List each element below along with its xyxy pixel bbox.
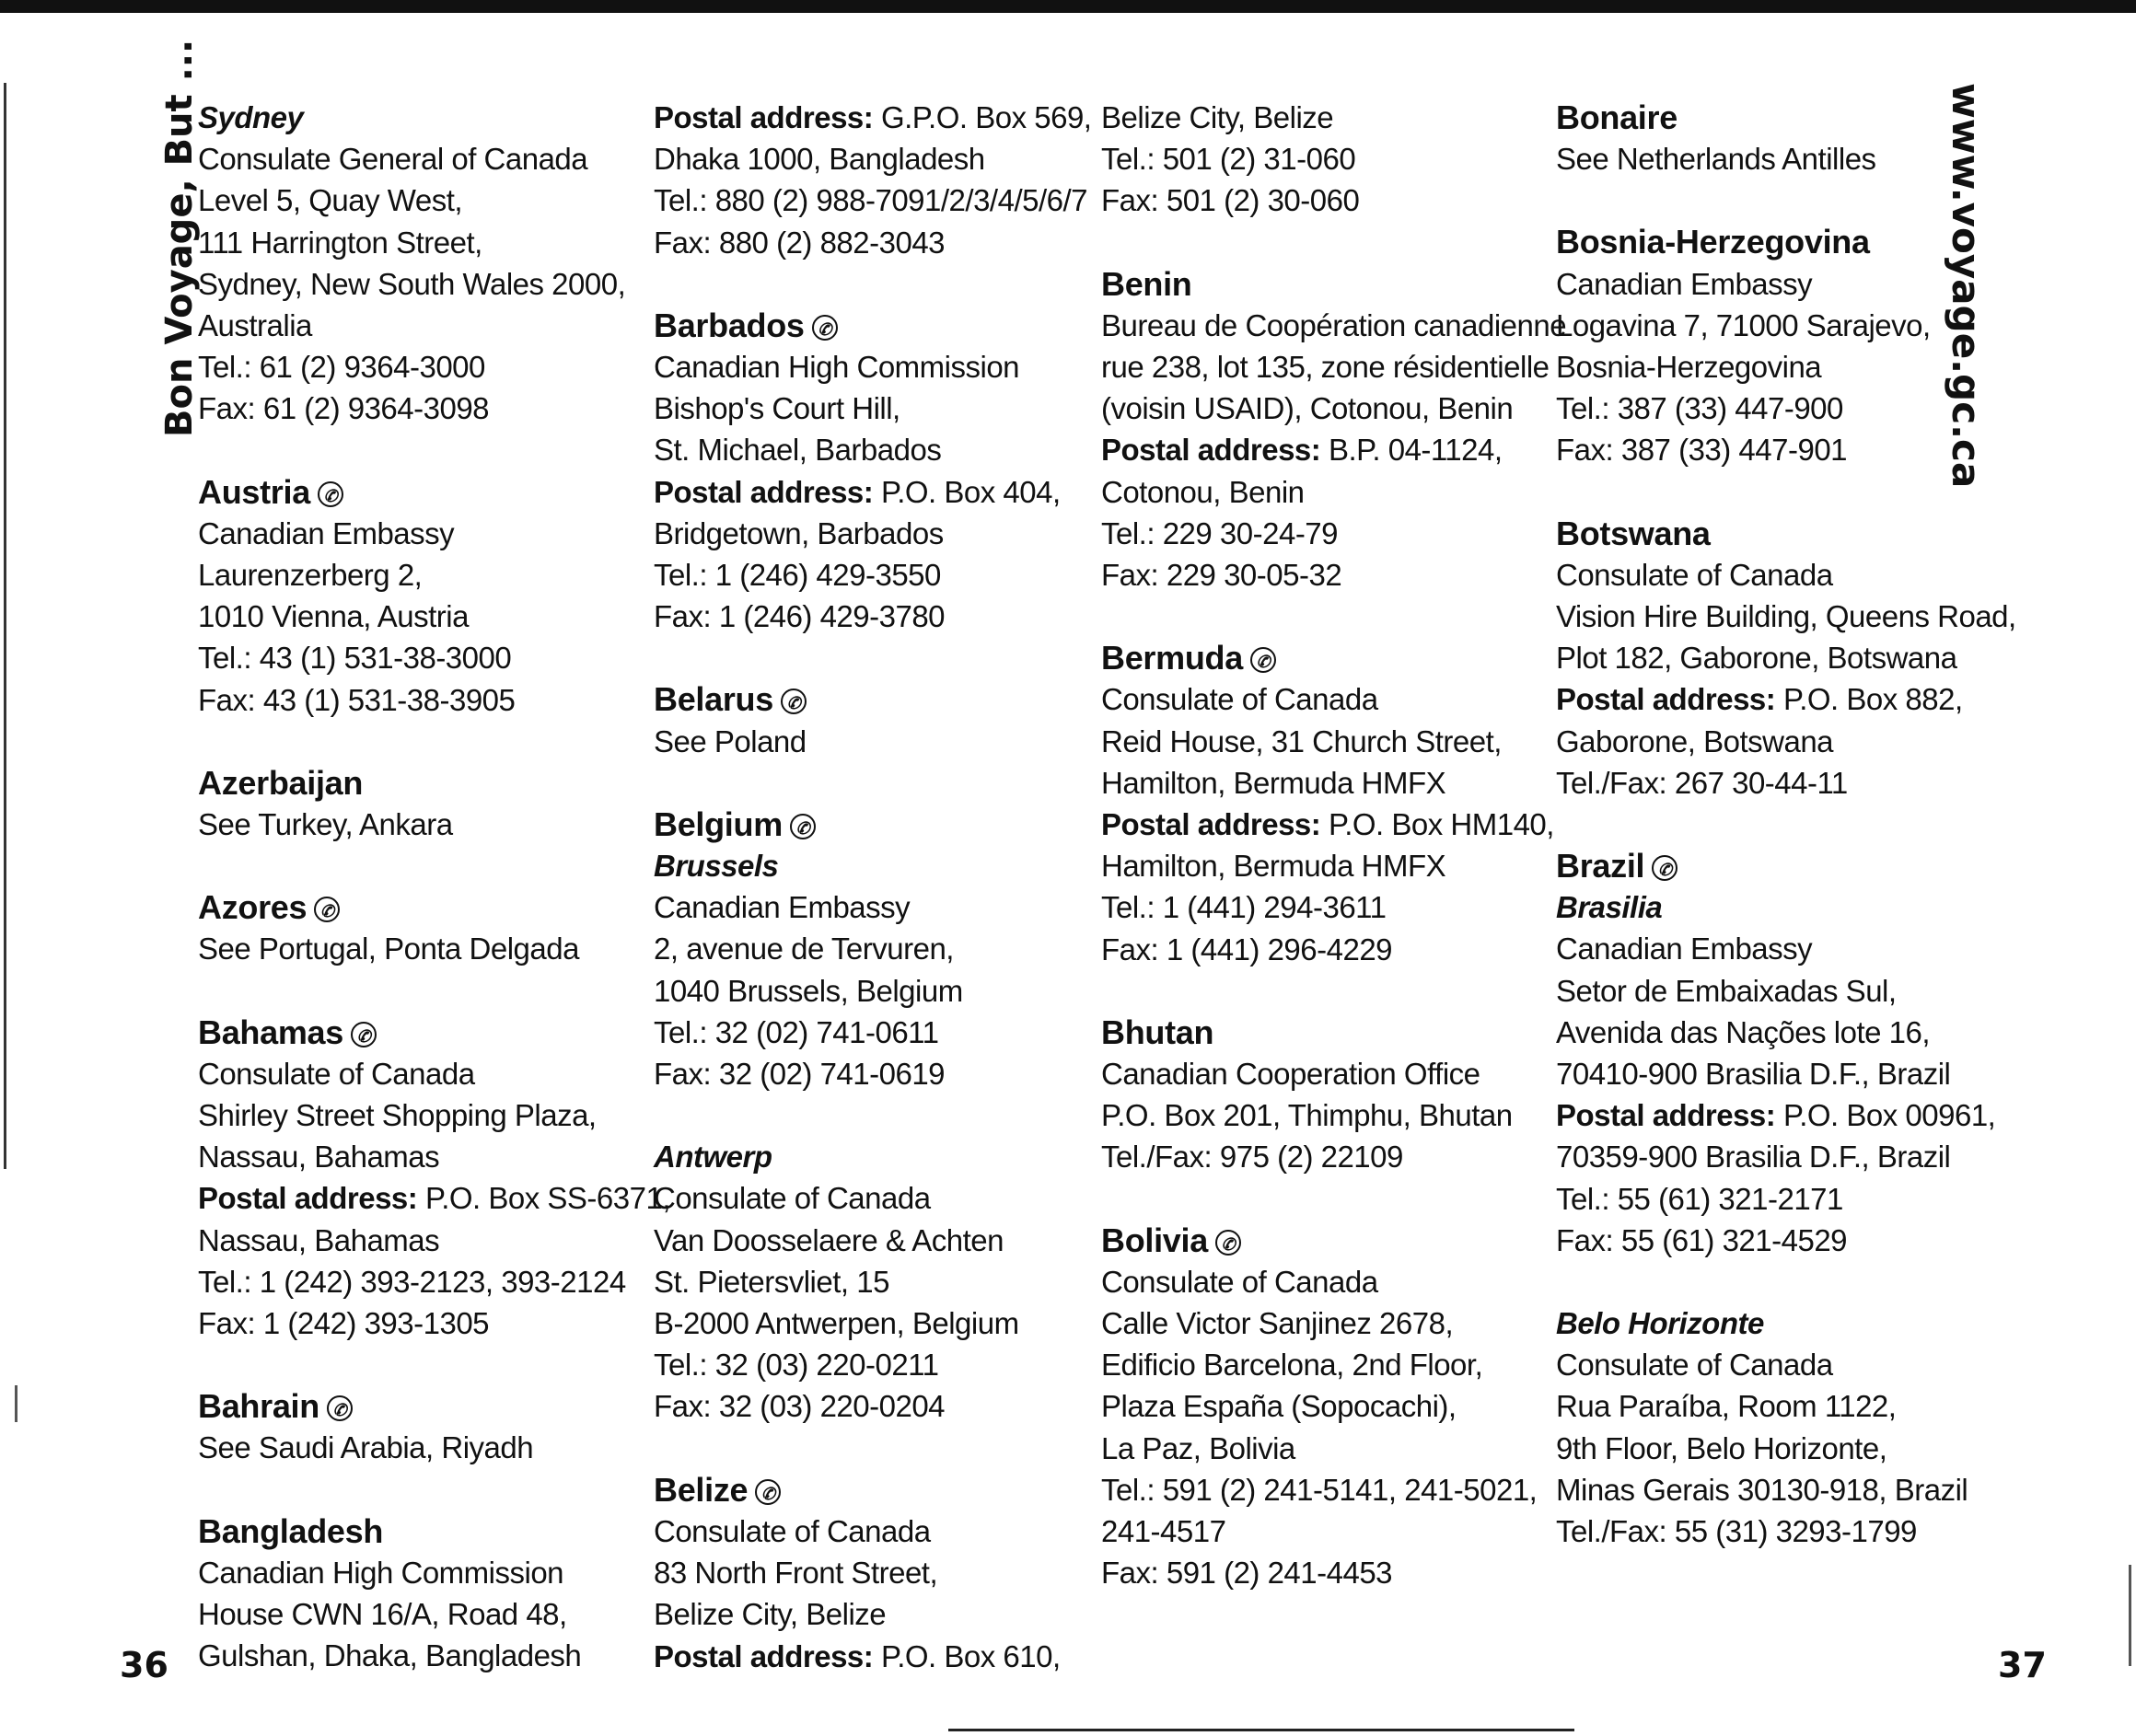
entry-botswana: [1556, 513, 2016, 804]
entry-bosnia-herzegovina: [1556, 221, 2007, 470]
scan-mark: [15, 1385, 17, 1422]
page-number-left: 36: [120, 1645, 168, 1685]
address-line: Shirley Street Shopping Plaza,: [198, 1098, 597, 1133]
address-line: Belize City, Belize: [1101, 100, 1334, 134]
entry-belize-continued: [1101, 97, 1552, 222]
address-line: Consulate of Canada: [1556, 557, 1833, 592]
entry-bahamas: [198, 1012, 670, 1345]
fax-line: Fax: 1 (242) 393-1305: [198, 1306, 490, 1341]
city-heading: Brasilia: [1556, 890, 1663, 925]
postal-address-line: Postal address: B.P. 04-1124,: [1101, 433, 1503, 468]
address-line: 1040 Brussels, Belgium: [654, 973, 963, 1008]
phone-icon: ✆: [755, 1479, 781, 1505]
address-line: House CWN 16/A, Road 48,: [198, 1597, 567, 1632]
address-line: Bosnia-Herzegovina: [1556, 350, 1822, 385]
address-line: Gaborone, Botswana: [1556, 723, 1834, 758]
fax-line: Fax: 32 (03) 220-0204: [654, 1389, 946, 1424]
top-edge-rule: [0, 0, 2136, 13]
entry-brazil: [1556, 845, 2007, 1552]
entry-benin: [1101, 263, 1567, 596]
address-line: Van Doosselaere & Achten: [654, 1222, 1004, 1257]
phone-icon: ✆: [812, 315, 838, 341]
phone-line: Tel.: 32 (02) 741-0611: [654, 1014, 939, 1049]
address-line: Consulate of Canada: [198, 1056, 475, 1091]
phone-line: Tel.: 501 (2) 31-060: [1101, 142, 1356, 177]
fax-line: Fax: 1 (441) 296-4229: [1101, 932, 1393, 966]
country-heading: Bosnia-Herzegovina: [1556, 223, 1870, 261]
country-heading: Bermuda ✆: [1101, 637, 1552, 678]
phone-icon: ✆: [1215, 1230, 1241, 1256]
address-line: Canadian Cooperation Office: [1101, 1057, 1480, 1092]
address-line: 70359-900 Brasilia D.F., Brazil: [1556, 1140, 1951, 1175]
address-line: 2, avenue de Tervuren,: [654, 932, 954, 966]
phone-line: Tel.: 1 (246) 429-3550: [654, 558, 941, 593]
address-line: Consulate General of Canada: [198, 142, 588, 177]
postal-address-line: Postal address: G.P.O. Box 569,: [654, 100, 1092, 134]
address-line: Level 5, Quay West,: [198, 183, 463, 218]
phone-icon: ✆: [314, 897, 340, 922]
see-reference: See Poland: [654, 723, 807, 758]
country-heading: Bolivia ✆: [1101, 1220, 1552, 1261]
phone-icon: ✆: [790, 814, 816, 839]
entry-bangladesh: [198, 1510, 649, 1677]
city-heading: Sydney: [198, 100, 304, 134]
country-heading: Austria ✆: [198, 471, 649, 513]
address-line: Belize City, Belize: [654, 1597, 887, 1632]
postal-address-line: Postal address: P.O. Box 882,: [1556, 682, 1963, 717]
postal-address-line: Postal address: P.O. Box 404,: [654, 474, 1061, 509]
city-heading: Antwerp: [654, 1140, 772, 1175]
see-reference: See Turkey, Ankara: [198, 807, 453, 842]
column-1: [198, 97, 670, 1677]
address-line: Dhaka 1000, Bangladesh: [654, 142, 985, 177]
city-heading: Belo Horizonte: [1556, 1306, 1764, 1341]
phone-line: Tel.: 55 (61) 321-2171: [1556, 1181, 1843, 1216]
country-heading: Benin: [1101, 264, 1192, 303]
address-line: Avenida das Nações lote 16,: [1556, 1014, 1931, 1049]
address-line: Consulate of Canada: [1556, 1348, 1833, 1383]
country-heading: Bangladesh: [198, 1511, 384, 1550]
address-line: Canadian Embassy: [1556, 266, 1813, 301]
address-line: Canadian Embassy: [198, 515, 455, 550]
address-line: 83 North Front Street,: [654, 1556, 938, 1591]
address-line: Canadian High Commission: [198, 1555, 564, 1590]
address-line: Nassau, Bahamas: [198, 1222, 440, 1257]
address-line: Gulshan, Dhaka, Bangladesh: [198, 1638, 582, 1673]
entry-belize: [654, 1469, 1105, 1677]
address-line: Bridgetown, Barbados: [654, 515, 944, 550]
address-line: Plot 182, Gaborone, Botswana: [1556, 641, 1957, 676]
phone-icon: ✆: [351, 1022, 377, 1047]
entry-austria: [198, 471, 649, 721]
postal-address-line: Postal address: P.O. Box HM140,: [1101, 807, 1554, 842]
phone-icon: ✆: [318, 481, 343, 507]
address-line: Hamilton, Bermuda HMFX: [1101, 849, 1446, 884]
fax-line: Fax: 387 (33) 447-901: [1556, 433, 1848, 468]
address-line: (voisin USAID), Cotonou, Benin: [1101, 391, 1514, 426]
address-line: P.O. Box 201, Thimphu, Bhutan: [1101, 1098, 1513, 1133]
country-heading: Belize ✆: [654, 1469, 1105, 1510]
address-line: Australia: [198, 308, 312, 343]
address-line: Hamilton, Bermuda HMFX: [1101, 765, 1446, 800]
address-line: 9th Floor, Belo Horizonte,: [1556, 1430, 1887, 1465]
phone-fax-line: Tel./Fax: 975 (2) 22109: [1101, 1140, 1403, 1175]
country-heading: Botswana: [1556, 514, 1711, 552]
country-heading: Azerbaijan: [198, 763, 364, 802]
phone-fax-line: Tel./Fax: 55 (31) 3293-1799: [1556, 1514, 1917, 1549]
column-3: [1101, 97, 1567, 1594]
phone-fax-line: Tel./Fax: 267 30-44-11: [1556, 765, 1848, 800]
page-number-right: 37: [1998, 1645, 2047, 1685]
entry-bonaire: [1556, 97, 2007, 179]
country-heading: Bhutan: [1101, 1013, 1214, 1051]
address-line: St. Michael, Barbados: [654, 433, 942, 468]
address-line: Consulate of Canada: [654, 1181, 931, 1216]
country-heading: Belarus ✆: [654, 678, 1105, 720]
postal-address-line: Postal address: P.O. Box 00961,: [1556, 1098, 1996, 1133]
address-line: Canadian Embassy: [654, 890, 911, 925]
address-line: Bishop's Court Hill,: [654, 391, 900, 426]
phone-line: 241-4517: [1101, 1514, 1226, 1549]
address-line: Bureau de Coopération canadienne: [1101, 307, 1567, 342]
column-2: [654, 97, 1105, 1677]
address-line: Cotonou, Benin: [1101, 474, 1305, 509]
fax-line: Fax: 1 (246) 429-3780: [654, 599, 946, 634]
address-line: St. Pietersvliet, 15: [654, 1264, 889, 1299]
entry-azerbaijan: [198, 762, 649, 845]
fax-line: Fax: 61 (2) 9364-3098: [198, 391, 490, 426]
entry-bolivia: [1101, 1220, 1552, 1594]
entry-barbados: [654, 305, 1105, 638]
phone-line: Tel.: 61 (2) 9364-3000: [198, 350, 485, 385]
fax-line: Fax: 501 (2) 30-060: [1101, 183, 1360, 218]
phone-line: Tel.: 1 (242) 393-2123, 393-2124: [198, 1264, 626, 1299]
address-line: Edificio Barcelona, 2nd Floor,: [1101, 1348, 1483, 1383]
phone-icon: ✆: [1652, 855, 1677, 881]
fax-line: Fax: 55 (61) 321-4529: [1556, 1222, 1848, 1257]
address-line: Plaza España (Sopocachi),: [1101, 1389, 1457, 1424]
address-line: Setor de Embaixadas Sul,: [1556, 973, 1897, 1008]
address-line: Rua Paraíba, Room 1122,: [1556, 1389, 1897, 1424]
phone-line: Tel.: 387 (33) 447-900: [1556, 391, 1843, 426]
address-line: 1010 Vienna, Austria: [198, 599, 469, 634]
address-line: Canadian High Commission: [654, 350, 1020, 385]
address-line: Nassau, Bahamas: [198, 1140, 440, 1175]
fax-line: Fax: 591 (2) 241-4453: [1101, 1556, 1393, 1591]
entry-azores: [198, 886, 649, 969]
address-line: Canadian Embassy: [1556, 932, 1813, 966]
country-heading: Brazil ✆: [1556, 845, 2007, 886]
country-heading: Belgium ✆: [654, 804, 1105, 845]
postal-address-line: Postal address: P.O. Box 610,: [654, 1638, 1061, 1673]
see-reference: See Saudi Arabia, Riyadh: [198, 1430, 534, 1465]
postal-address-line: Postal address: P.O. Box SS-6371,: [198, 1181, 670, 1216]
entry-sydney: [198, 97, 649, 430]
phone-line: Tel.: 43 (1) 531-38-3000: [198, 641, 512, 676]
fax-line: Fax: 43 (1) 531-38-3905: [198, 682, 516, 717]
address-line: Reid House, 31 Church Street,: [1101, 723, 1502, 758]
column-4: [1556, 97, 2016, 1552]
phone-icon: ✆: [327, 1395, 353, 1421]
entry-belarus: [654, 678, 1105, 761]
address-line: Vision Hire Building, Queens Road,: [1556, 599, 2016, 634]
entry-bermuda: [1101, 637, 1552, 970]
address-line: Sydney, New South Wales 2000,: [198, 266, 626, 301]
phone-line: Tel.: 32 (03) 220-0211: [654, 1348, 939, 1383]
country-heading: Bahamas ✆: [198, 1012, 649, 1053]
city-heading: Brussels: [654, 849, 779, 884]
address-line: Calle Victor Sanjinez 2678,: [1101, 1306, 1454, 1341]
address-line: Laurenzerberg 2,: [198, 558, 423, 593]
country-heading: Bonaire: [1556, 98, 1677, 136]
entry-belgium: [654, 804, 1105, 1428]
address-line: 70410-900 Brasilia D.F., Brazil: [1556, 1057, 1951, 1092]
entry-bangladesh-continued: [654, 97, 1105, 263]
address-line: Consulate of Canada: [1101, 682, 1378, 717]
see-reference: See Netherlands Antilles: [1556, 142, 1876, 177]
address-line: 111 Harrington Street,: [198, 225, 482, 260]
address-line: Minas Gerais 30130-918, Brazil: [1556, 1472, 1968, 1507]
entry-bahrain: [198, 1385, 649, 1468]
phone-line: Tel.: 1 (441) 294-3611: [1101, 890, 1387, 925]
phone-line: Tel.: 591 (2) 241-5141, 241-5021,: [1101, 1472, 1538, 1507]
fax-line: Fax: 32 (02) 741-0619: [654, 1057, 946, 1092]
see-reference: See Portugal, Ponta Delgada: [198, 932, 579, 966]
phone-line: Tel.: 229 30-24-79: [1101, 515, 1339, 550]
address-line: rue 238, lot 135, zone résidentielle: [1101, 350, 1550, 385]
bottom-edge-rule: [948, 1729, 1574, 1731]
phone-line: Tel.: 880 (2) 988-7091/2/3/4/5/6/7: [654, 183, 1088, 218]
address-line: B-2000 Antwerpen, Belgium: [654, 1306, 1019, 1341]
left-edge-rule: [4, 83, 6, 1169]
phone-icon: ✆: [1250, 647, 1276, 673]
fax-line: Fax: 229 30-05-32: [1101, 558, 1342, 593]
country-heading: Barbados ✆: [654, 305, 1105, 346]
address-line: Consulate of Canada: [1101, 1264, 1378, 1299]
address-line: Consulate of Canada: [654, 1513, 931, 1548]
country-heading: Azores ✆: [198, 886, 649, 928]
scan-mark: [2129, 1565, 2131, 1666]
phone-icon: ✆: [781, 689, 807, 714]
address-line: Logavina 7, 71000 Sarajevo,: [1556, 307, 1931, 342]
country-heading: Bahrain ✆: [198, 1385, 649, 1427]
address-line: La Paz, Bolivia: [1101, 1430, 1295, 1465]
entry-bhutan: [1101, 1012, 1552, 1178]
fax-line: Fax: 880 (2) 882-3043: [654, 225, 946, 260]
